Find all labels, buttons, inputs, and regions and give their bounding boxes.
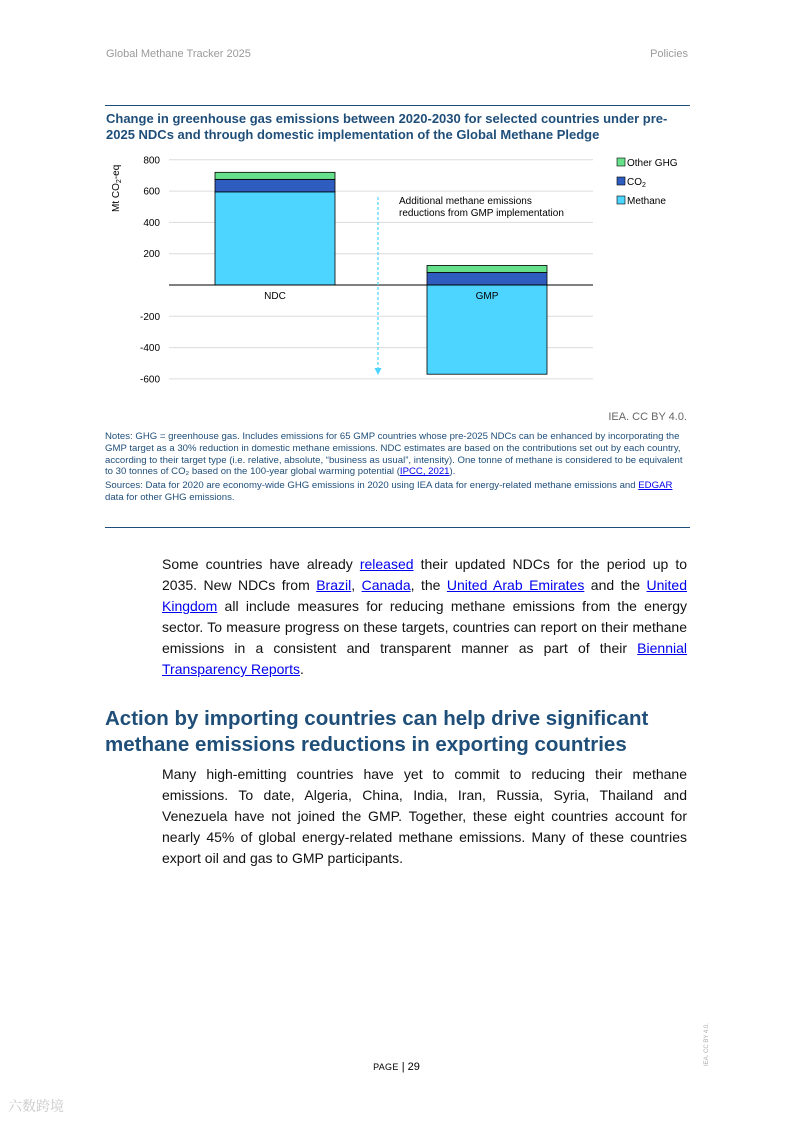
sources-text-end: data for other GHG emissions. xyxy=(105,491,235,503)
canada-link[interactable]: Canada xyxy=(361,577,411,593)
bar-ndc-methane xyxy=(215,192,335,285)
body-text: , xyxy=(351,577,362,593)
legend-label: $CO_2$ xyxy=(627,177,646,189)
brazil-link[interactable]: Brazil xyxy=(316,577,352,593)
sources-paragraph xyxy=(105,480,690,504)
arrow-head xyxy=(375,368,382,375)
body-paragraph-importers: Many high-emitting countries have yet to commit to reducing their methane emissions. To date, Algeria, China, India, Iran, Russia, Syria, Thailand and Venezuela have not joined the GMP. Together, these eight countries account for nearly 45% of global energy-related methane emissions. Many of these countries export oil and gas to GMP participants. xyxy=(162,766,687,866)
released-link[interactable]: released xyxy=(359,556,414,572)
bar-ndc-co2 xyxy=(215,179,335,192)
body-text: , the xyxy=(410,577,447,593)
chart-legend xyxy=(617,158,678,207)
legend-swatch xyxy=(617,196,625,204)
running-header-section: Policies xyxy=(650,48,688,60)
y-tick-label: 800 xyxy=(143,155,160,167)
legend-label: Methane xyxy=(627,196,666,207)
legend-label: Other GHG xyxy=(627,158,678,169)
body-text: Some countries have already xyxy=(162,556,360,572)
uae-link[interactable]: United Arab Emirates xyxy=(446,577,585,593)
y-tick-label: 600 xyxy=(143,186,160,198)
page-label: PAGE xyxy=(373,1062,399,1072)
bar-gmp-other-ghg xyxy=(427,265,547,272)
body-text: all include measures for reducing methane emissions from the energy sector. To measure progress on these targets, countries can report on their methane emissions in a consistent and transparent manner as part of their xyxy=(162,598,687,656)
body-text: and the xyxy=(584,577,647,593)
sources-text: Sources: Data for 2020 are economy-wide GHG emissions in 2020 using IEA data for energy-related methane emissions and xyxy=(105,480,639,492)
figure-notes xyxy=(105,431,690,504)
body-text: their updated NDCs for the period up to 2035. New NDCs from xyxy=(162,556,687,593)
annotation-line-2: reductions from GMP implementation xyxy=(399,208,564,219)
page-number-value: 29 xyxy=(407,1061,420,1073)
uk-link[interactable]: United Kingdom xyxy=(162,577,687,614)
page-separator: | xyxy=(401,1061,405,1073)
figure-top-rule xyxy=(105,105,690,106)
y-axis-label: Mt $CO_2-eq$ xyxy=(111,164,123,212)
notes-text: Notes: GHG = greenhouse gas. Includes emissions for 65 GMP countries whose pre-2025 NDCs can be enhanced by incorporating the GMP target as a 30% reduction in domestic methane emissions. NDC estimates are based on the contributions set out by each country, according to their target type (i.e. relative, absolute, “business as usual”, intensity). One tonne of methane is considered to be equivalent to 30 tonnes of CO₂ based on the 100-year global warming potential ( xyxy=(105,431,683,478)
bar-gmp-co2 xyxy=(427,272,547,285)
category-label: GMP xyxy=(475,291,499,302)
legend-swatch xyxy=(617,177,625,185)
body-paragraph-ndcs xyxy=(162,554,687,680)
y-tick-label: 400 xyxy=(143,217,160,229)
figure-credit: IEA. CC BY 4.0. xyxy=(608,411,687,423)
category-label: NDC xyxy=(264,291,286,302)
notes-text-end: ). xyxy=(449,466,456,478)
watermark-logo: 六数跨境 xyxy=(8,1099,64,1115)
annotation-line-1: Additional methane emissions xyxy=(399,196,532,207)
figure-title: Change in greenhouse gas emissions between 2020-2030 for selected countries under pre-2025 NDCs and through domestic implementation of the Global Methane Pledge xyxy=(106,111,668,142)
legend-swatch xyxy=(617,158,625,166)
emissions-chart xyxy=(105,150,705,400)
edgar-link[interactable]: EDGAR xyxy=(638,480,673,492)
body-text: . xyxy=(299,661,304,677)
ipcc-link[interactable]: IPCC, 2021 xyxy=(399,466,450,478)
figure-bottom-rule xyxy=(105,527,690,528)
notes-paragraph xyxy=(105,431,690,478)
side-credit: IEA. CC BY 4.0. xyxy=(704,1023,710,1066)
running-header-title: Global Methane Tracker 2025 xyxy=(106,48,251,60)
btr-link[interactable]: Biennial Transparency Reports xyxy=(162,640,687,677)
section-heading: Action by importing countries can help drive significant methane emissions reductions in exporting countries xyxy=(105,707,649,756)
page-number xyxy=(0,1061,793,1073)
y-tick-label: -200 xyxy=(139,311,160,323)
y-tick-label: -600 xyxy=(139,374,160,386)
bar-ndc-other-ghg xyxy=(215,172,335,179)
y-tick-label: -400 xyxy=(139,343,160,355)
y-tick-label: 200 xyxy=(143,249,160,261)
